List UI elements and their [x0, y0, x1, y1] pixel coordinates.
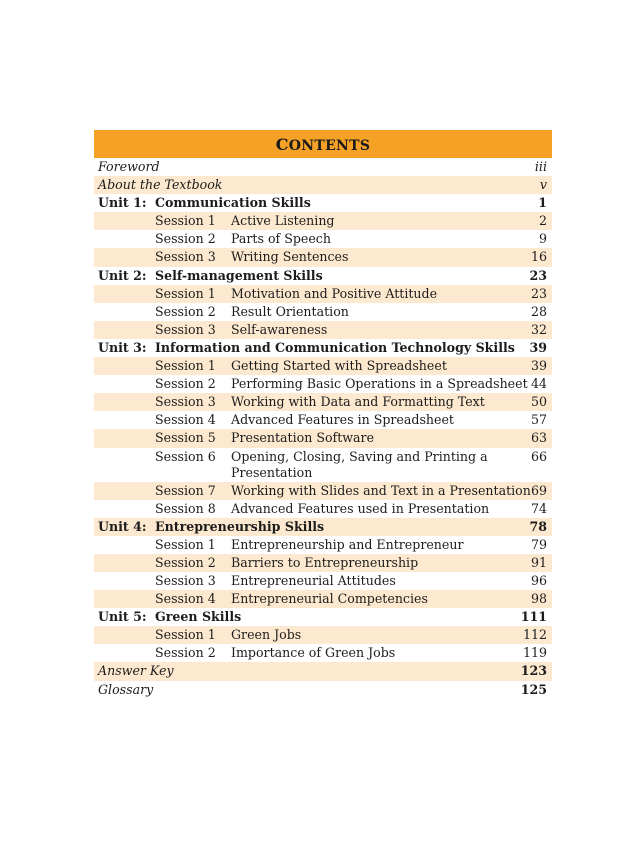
- session-label: Session 7: [155, 482, 216, 498]
- session-title: Self-awareness: [231, 321, 328, 337]
- session-label: Session 5: [155, 430, 216, 446]
- entry-title: Glossary: [98, 681, 154, 697]
- session-row: [94, 411, 552, 429]
- session-row: [94, 536, 552, 554]
- session-title: Writing Sentences: [231, 249, 349, 265]
- session-label: Session 3: [155, 394, 216, 410]
- page-number: 32: [530, 321, 547, 337]
- session-label: Session 1: [155, 536, 216, 552]
- session-label: Session 2: [155, 376, 216, 392]
- session-row: [94, 357, 552, 375]
- page-number: 91: [530, 554, 547, 570]
- session-label: Session 4: [155, 591, 216, 607]
- session-row: [94, 375, 552, 393]
- unit-title: Green Skills: [155, 609, 242, 625]
- unit-title: Information and Communication Technology Skills: [155, 339, 515, 355]
- session-row: [94, 482, 552, 500]
- entry-title: Answer Key: [98, 663, 174, 679]
- session-label: Session 1: [155, 285, 216, 301]
- contents-heading-initial: C: [275, 135, 289, 154]
- entry-title: About the Textbook: [98, 177, 223, 193]
- page-number: 96: [530, 572, 547, 588]
- session-label: Session 2: [155, 303, 216, 319]
- session-row: [94, 248, 552, 266]
- page-number: 66: [530, 448, 547, 464]
- page-number: 1: [538, 195, 547, 211]
- unit-title: Communication Skills: [155, 195, 311, 211]
- session-title: Presentation Software: [231, 430, 375, 446]
- session-label: Session 1: [155, 358, 216, 374]
- page-number: 9: [538, 231, 547, 247]
- table-of-contents: [94, 130, 552, 699]
- unit-label: Unit 3:: [98, 339, 147, 355]
- session-title: Advanced Features in Spreadsheet: [231, 412, 454, 428]
- unit-row: [94, 267, 552, 285]
- session-title: Entrepreneurial Competencies: [231, 591, 428, 607]
- page-number: 112: [522, 627, 547, 643]
- session-label: Session 2: [155, 231, 216, 247]
- session-title: Importance of Green Jobs: [231, 645, 396, 661]
- session-title: Opening, Closing, Saving and Printing a Presentation: [231, 448, 488, 480]
- contents-heading-rest: ONTENTS: [288, 138, 371, 154]
- entry-title: Foreword: [98, 159, 160, 174]
- session-row: [94, 393, 552, 411]
- session-title: Result Orientation: [231, 303, 349, 319]
- session-label: Session 3: [155, 321, 216, 337]
- session-label: Session 3: [155, 572, 216, 588]
- session-row: [94, 285, 552, 303]
- session-label: Session 2: [155, 645, 216, 661]
- session-title: Entrepreneurial Attitudes: [231, 572, 396, 588]
- page-number: 28: [530, 303, 547, 319]
- session-title: Barriers to Entrepreneurship: [231, 554, 419, 570]
- page-number: 2: [538, 213, 547, 229]
- page-number: 39: [529, 339, 547, 355]
- page-number: 111: [520, 609, 547, 625]
- page-number: iii: [534, 159, 547, 174]
- session-row: [94, 429, 552, 447]
- page-number: 44: [530, 376, 547, 392]
- session-title: Working with Data and Formatting Text: [231, 394, 485, 410]
- page-number: 16: [530, 249, 547, 265]
- unit-row: [94, 608, 552, 626]
- session-row: [94, 212, 552, 230]
- page-number: 23: [530, 285, 547, 301]
- unit-title: Self-management Skills: [155, 267, 323, 283]
- back-matter-row: [94, 662, 552, 680]
- session-row: [94, 590, 552, 608]
- session-title: Parts of Speech: [231, 231, 331, 247]
- session-title: Getting Started with Spreadsheet: [231, 358, 447, 374]
- page-number: 78: [529, 518, 547, 534]
- unit-label: Unit 5:: [98, 609, 147, 625]
- session-label: Session 3: [155, 249, 216, 265]
- unit-title: Entrepreneurship Skills: [155, 518, 325, 534]
- page-number: 125: [520, 681, 547, 697]
- unit-row: [94, 518, 552, 536]
- session-row: [94, 303, 552, 321]
- page-number: 50: [530, 394, 547, 410]
- session-row: [94, 554, 552, 572]
- session-row: [94, 230, 552, 248]
- back-matter-row: [94, 681, 552, 699]
- page-number: 63: [530, 430, 547, 446]
- session-row: [94, 500, 552, 518]
- session-label: Session 8: [155, 500, 216, 516]
- session-label: Session 4: [155, 412, 216, 428]
- unit-label: Unit 2:: [98, 267, 147, 283]
- front-matter-row: [94, 158, 552, 176]
- page-number: 123: [520, 663, 547, 679]
- page-number: 119: [522, 645, 547, 661]
- unit-row: [94, 339, 552, 357]
- page-number: 98: [530, 591, 547, 607]
- session-label: Session 1: [155, 627, 216, 643]
- session-row: [94, 321, 552, 339]
- session-title: Green Jobs: [231, 627, 302, 643]
- page-number: v: [539, 177, 547, 193]
- session-row: [94, 626, 552, 644]
- page-number: 74: [530, 500, 547, 516]
- unit-row: [94, 194, 552, 212]
- contents-heading: [94, 130, 552, 158]
- page-number: 79: [530, 536, 547, 552]
- session-label: Session 1: [155, 213, 216, 229]
- page-number: 69: [530, 482, 547, 498]
- page-number: 39: [530, 358, 547, 374]
- page-number: 23: [529, 267, 547, 283]
- session-label: Session 2: [155, 554, 216, 570]
- session-row: [94, 448, 552, 482]
- unit-label: Unit 4:: [98, 518, 147, 534]
- session-label: Session 6: [155, 448, 216, 464]
- toc-rows: [94, 158, 552, 699]
- session-row: [94, 644, 552, 662]
- session-title: Active Listening: [231, 213, 335, 229]
- session-title: Entrepreneurship and Entrepreneur: [231, 536, 464, 552]
- front-matter-row: [94, 176, 552, 194]
- session-row: [94, 572, 552, 590]
- session-title: Performing Basic Operations in a Spreadsheet: [231, 376, 528, 392]
- page-number: 57: [530, 412, 547, 428]
- unit-label: Unit 1:: [98, 195, 147, 211]
- session-title: Motivation and Positive Attitude: [231, 285, 438, 301]
- session-title: Working with Slides and Text in a Presentation: [231, 482, 531, 498]
- session-title: Advanced Features used in Presentation: [231, 500, 490, 516]
